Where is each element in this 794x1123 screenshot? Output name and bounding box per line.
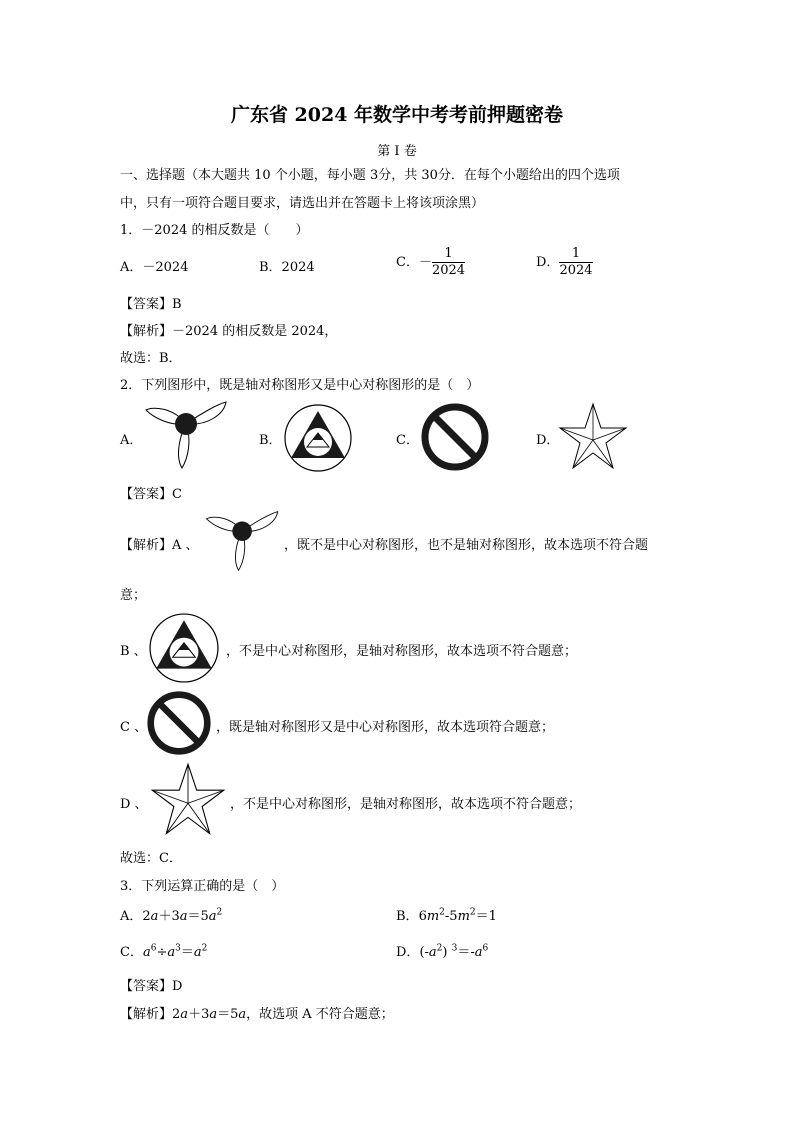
q1-answer: 【答案】B — [120, 297, 182, 312]
q1-option-d — [536, 246, 593, 279]
q1-option-c-prefix: C．－ — [396, 255, 432, 270]
page-title: 广东省 2024 年数学中考考前押题密卷 — [230, 104, 564, 126]
q2-analysis-b-label: B 、 — [120, 644, 147, 659]
q1-stem: 1．－2024 的相反数是（ ） — [120, 223, 309, 238]
q2-analysis-a-cont: 意； — [120, 588, 147, 603]
q2-option-b-label: B． — [259, 433, 282, 448]
q3-analysis-math: 2a＋3a＝5a — [172, 1007, 247, 1022]
fraction-denominator: 2024 — [559, 263, 593, 278]
q1-conclusion: 故选：B． — [120, 351, 182, 366]
q2-analysis-d-text: ，不是中心对称图形，是轴对称图形，故本选项不符合题意； — [230, 797, 582, 812]
q3-option-c-label: C． — [120, 945, 143, 960]
q2-option-d-label: D． — [536, 433, 560, 448]
circle-triangle-figure-b — [283, 403, 353, 473]
q3-option-a — [120, 905, 222, 924]
fraction-numerator: 1 — [432, 246, 465, 263]
q3-option-d-math: $(-a^2)$ $^3=-a^6$ — [419, 943, 489, 960]
q1-analysis: 【解析】－2024 的相反数是 2024， — [120, 324, 338, 339]
q3-option-a-label: A． — [120, 909, 143, 924]
section-instructions-line2: 中，只有一项符合题目要求，请选出并在答题卡上将该项涂黑） — [120, 196, 485, 211]
star-analysis-icon — [150, 762, 226, 838]
pinwheel-analysis-icon — [203, 508, 283, 574]
q3-analysis — [120, 1003, 394, 1022]
q1-option-a: A．－2024 — [120, 260, 189, 275]
q3-option-b — [396, 905, 497, 924]
q1-option-b: B．2024 — [259, 260, 315, 275]
q1-option-c — [396, 246, 465, 279]
q1-option-d-fraction — [559, 246, 592, 279]
prohibition-sign-analysis-icon — [146, 690, 212, 756]
q3-option-b-math: $6m^2-5m^2=1$ — [418, 907, 497, 924]
q2-conclusion: 故选：C． — [120, 851, 182, 866]
q3-option-c-math: $a^6\div a^3=a^2$ — [142, 943, 208, 960]
fraction-numerator: 1 — [559, 246, 592, 263]
q3-answer: 【答案】D — [120, 979, 183, 994]
q3-analysis-text: ，故选项 A 不符合题意； — [246, 1007, 394, 1022]
q2-analysis-d-label: D 、 — [120, 797, 148, 812]
q2-answer: 【答案】C — [120, 487, 182, 502]
q2-stem: 2．下列图形中，既是轴对称图形又是中心对称图形的是（ ） — [120, 378, 480, 393]
q2-option-c-label: C． — [396, 433, 419, 448]
q2-analysis-c-label: C 、 — [120, 720, 148, 735]
q2-option-a-label: A． — [120, 433, 143, 448]
q2-analysis-c-text: ，既是轴对称图形又是中心对称图形，故本选项符合题意； — [216, 720, 555, 735]
circle-triangle-analysis-icon — [148, 612, 220, 684]
q3-analysis-label: 【解析】 — [120, 1007, 173, 1022]
star-figure-d — [558, 402, 628, 472]
q3-option-d — [396, 941, 488, 960]
q3-option-d-label: D． — [396, 945, 420, 960]
q3-option-c — [120, 941, 207, 960]
section-instructions-line1: 一、选择题（本大题共 10 个小题，每小题 3分，共 30分．在每个小题给出的四个选项 — [120, 168, 620, 183]
fraction-denominator: 2024 — [431, 263, 466, 278]
q2-analysis-b-text: ，不是中心对称图形，是轴对称图形，故本选项不符合题意； — [226, 644, 578, 659]
q1-option-c-fraction — [432, 246, 465, 279]
q1-option-d-prefix: D． — [536, 255, 560, 270]
q3-option-b-label: B． — [396, 909, 419, 924]
q2-analysis-a-label: 【解析】A 、 — [120, 538, 199, 553]
prohibition-sign-figure-c — [420, 402, 490, 472]
q3-stem: 3．下列运算正确的是（ ） — [120, 879, 285, 894]
q3-option-a-math: $2a+3a=5a^2$ — [142, 907, 223, 924]
volume-label: 第 I 卷 — [377, 144, 417, 159]
pinwheel-figure-a — [142, 400, 232, 470]
q2-analysis-a-text: ，既不是中心对称图形，也不是轴对称图形，故本选项不符合题 — [284, 538, 649, 553]
